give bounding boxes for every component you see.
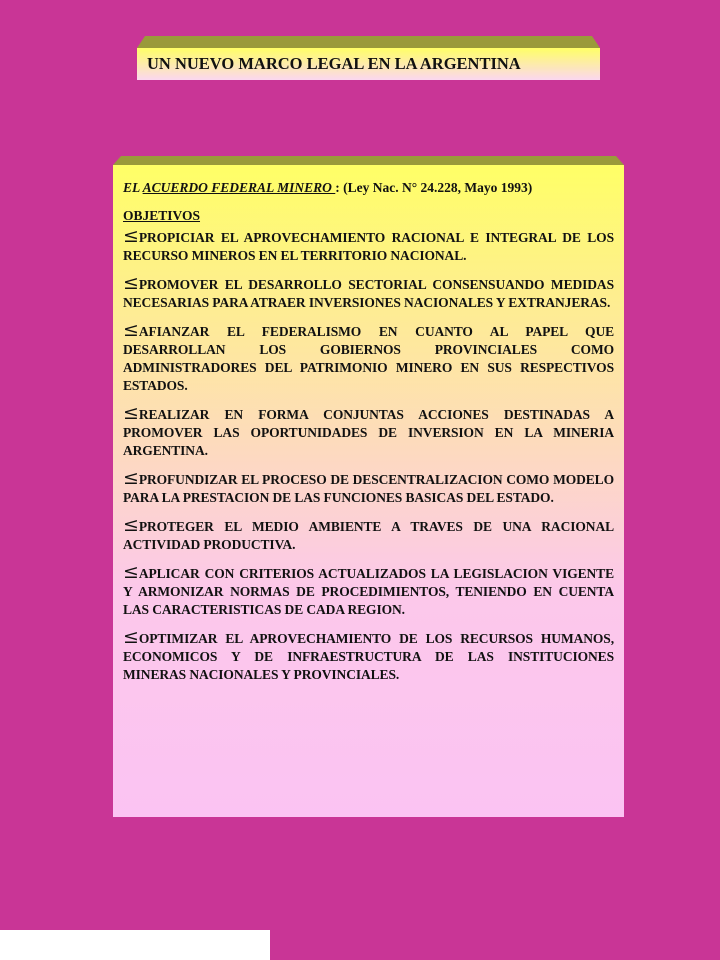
objective-item — [123, 225, 614, 265]
objective-item — [123, 272, 614, 312]
bullet-icon: ≤ — [123, 514, 139, 536]
intro-prefix: EL — [123, 180, 143, 195]
objective-item — [123, 561, 614, 619]
objective-item — [123, 402, 614, 460]
bullet-icon: ≤ — [123, 272, 139, 294]
objective-item — [123, 319, 614, 395]
objective-text: APLICAR CON CRITERIOS ACTUALIZADOS LA LEGISLACION VIGENTE Y ARMONIZAR NORMAS DE PROCEDIMIENTOS, TENIENDO EN CUENTA LAS CARACTERISTICAS DE CADA REGION. — [123, 566, 614, 617]
objective-text: PROTEGER EL MEDIO AMBIENTE A TRAVES DE UNA RACIONAL ACTIVIDAD PRODUCTIVA. — [123, 519, 614, 552]
objective-text: PROMOVER EL DESARROLLO SECTORIAL CONSENSUANDO MEDIDAS NECESARIAS PARA ATRAER INVERSIONES NACIONALES Y EXTRANJERAS. — [123, 277, 614, 310]
title-banner — [137, 36, 600, 80]
bullet-icon: ≤ — [123, 225, 139, 247]
objective-item — [123, 514, 614, 554]
content-panel — [113, 156, 624, 817]
law-citation: : (Ley Nac. N° 24.228, Mayo 1993) — [335, 180, 533, 195]
bullet-icon: ≤ — [123, 467, 139, 489]
objective-text: REALIZAR EN FORMA CONJUNTAS ACCIONES DESTINADAS A PROMOVER LAS OPORTUNIDADES DE INVERSION EN LA MINERIA ARGENTINA. — [123, 407, 614, 458]
law-name: ACUERDO FEDERAL MINERO — [142, 180, 336, 195]
objective-text: OPTIMIZAR EL APROVECHAMIENTO DE LOS RECURSOS HUMANOS, ECONOMICOS Y DE INFRAESTRUCTURA DE LAS INSTITUCIONES MINERAS NACIONALES Y PROVINCIALES. — [123, 631, 614, 682]
bullet-icon: ≤ — [123, 402, 139, 424]
objective-item — [123, 626, 614, 684]
bullet-icon: ≤ — [123, 626, 139, 648]
objective-text: AFIANZAR EL FEDERALISMO EN CUANTO AL PAPEL QUE DESARROLLAN LOS GOBIERNOS PROVINCIALES COMO ADMINISTRADORES DEL PATRIMONIO MINERO EN SUS RESPECTIVOS ESTADOS. — [123, 324, 614, 393]
objective-text: PROFUNDIZAR EL PROCESO DE DESCENTRALIZACION COMO MODELO PARA LA PRESTACION DE LAS FUNCIONES BASICAS DEL ESTADO. — [123, 472, 614, 505]
corner-panel — [0, 930, 270, 960]
objective-item — [123, 467, 614, 507]
objective-text: PROPICIAR EL APROVECHAMIENTO RACIONAL E INTEGRAL DE LOS RECURSO MINEROS EN EL TERRITORIO NACIONAL. — [123, 230, 614, 263]
title-bevel — [137, 36, 600, 48]
law-reference — [123, 179, 614, 196]
page-title: UN NUEVO MARCO LEGAL EN LA ARGENTINA — [147, 54, 521, 73]
bullet-icon: ≤ — [123, 319, 139, 341]
panel-face — [113, 165, 624, 817]
objectives-list — [123, 225, 614, 684]
bullet-icon: ≤ — [123, 561, 139, 583]
panel-bevel — [113, 156, 624, 165]
title-face — [137, 48, 600, 80]
section-heading: OBJETIVOS — [123, 208, 201, 223]
